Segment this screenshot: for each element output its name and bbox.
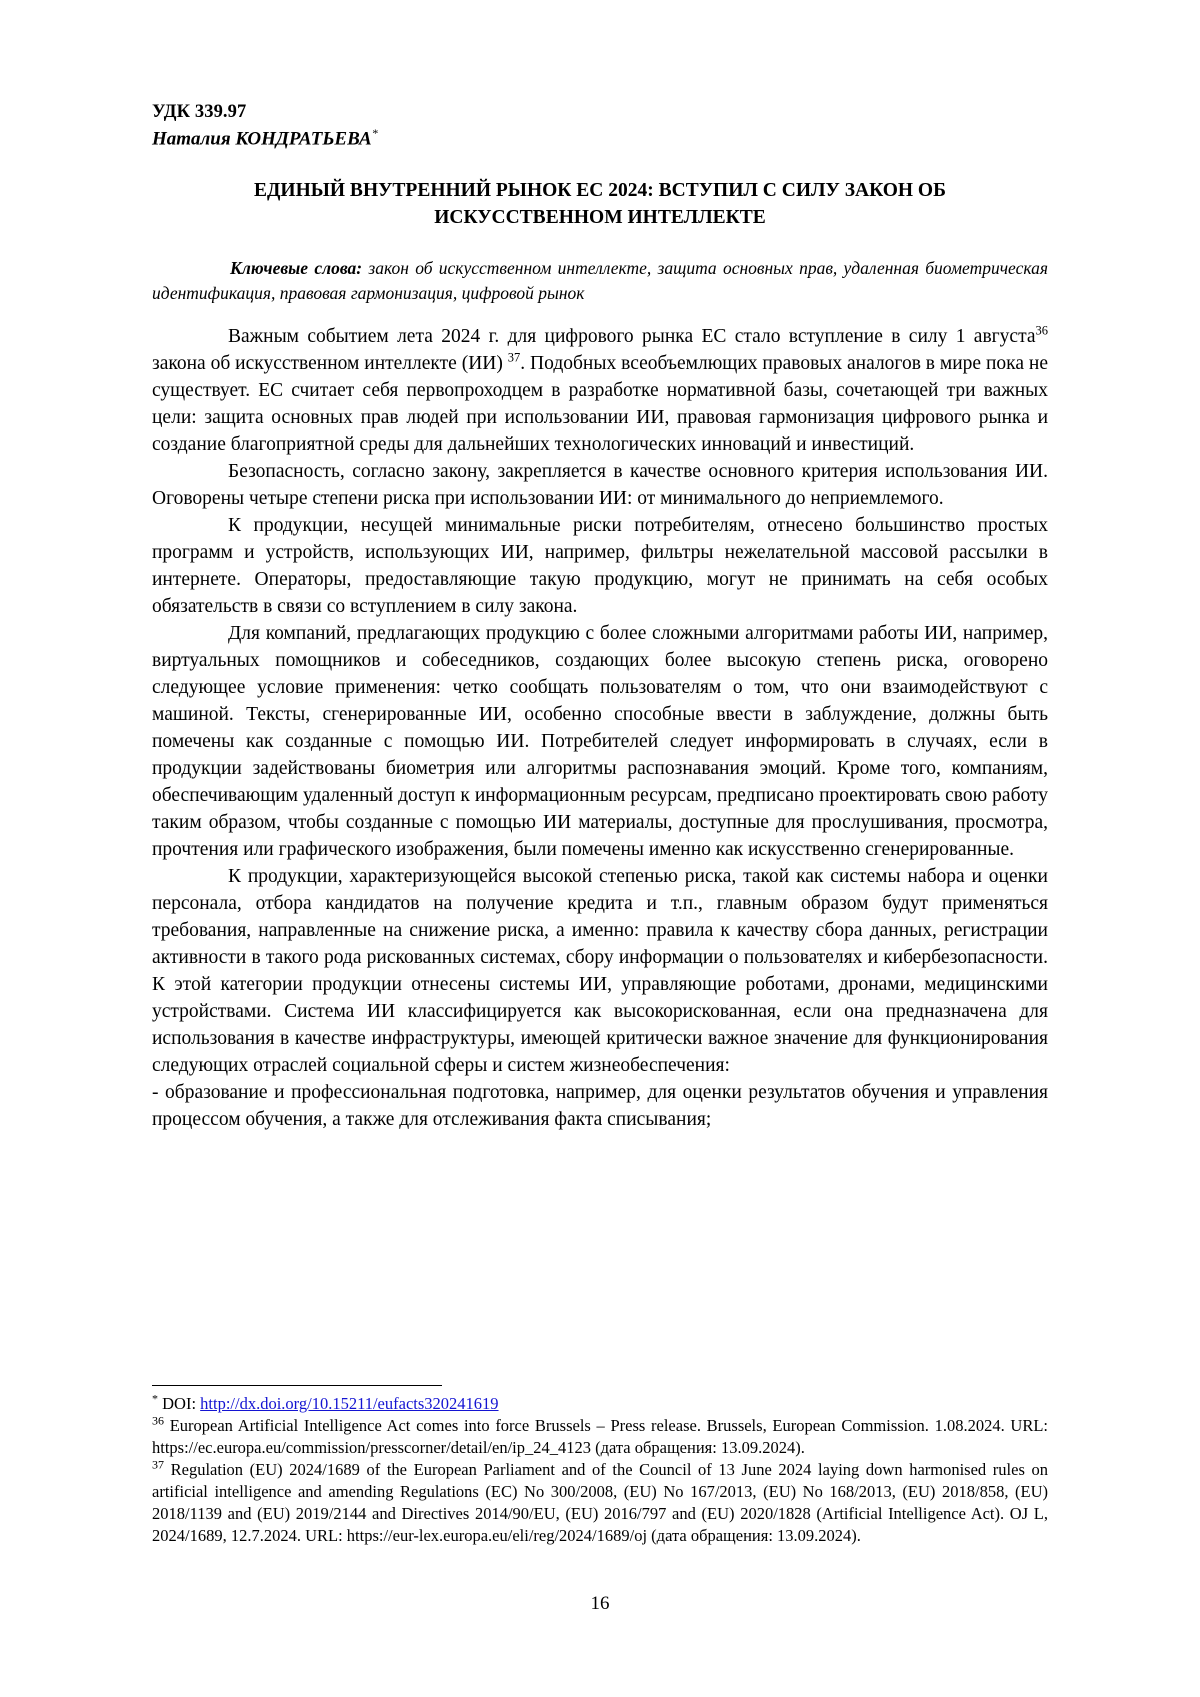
footnote-area	[152, 1385, 1048, 1547]
keywords-block	[152, 256, 1048, 306]
footnote-37-marker: 37	[152, 1457, 164, 1472]
author-name	[152, 125, 1048, 152]
udk-code: УДК 339.97	[152, 102, 247, 122]
footnote-37-text: Regulation (EU) 2024/1689 of the European Parliament and of the Council of 13 June 2024 laying down harmonised rules on artificial intelligence and amending Regulations (EC) No 300/2008, (EU) No 167/2013, (EU) No 168/2013, (EU) 2018/858, (EU) 2018/1139 and (EU) 2019/2144 and Directives 2014/90/EU, (EU) 2016/797 and (EU) 2020/1828 (Artificial Intelligence Act). OJ L, 2024/1689, 12.7.2024. URL: https://eur-lex.europa.eu/eli/reg/2024/1689/oj (дата обращения: 13.09.2024).	[152, 1459, 1048, 1545]
keywords-label: Ключевые слова:	[230, 257, 363, 278]
page-title: ЕДИНЫЙ ВНУТРЕННИЙ РЫНОК ЕС 2024: ВСТУПИЛ С СИЛУ ЗАКОН ОБ ИСКУССТВЕННОМ ИНТЕЛЛЕКТЕ	[253, 179, 946, 228]
paragraph-1	[152, 323, 1048, 458]
paragraph-1-part-1: Важным событием лета 2024 г. для цифрового рынка ЕС стало вступление в силу 1 августа	[228, 326, 1036, 348]
author-footnote-marker: *	[371, 125, 378, 140]
footnote-36	[152, 1415, 1048, 1459]
paragraph-5: К продукции, характеризующейся высокой степенью риска, такой как системы набора и оценки персонала, отбора кандидатов на получение кредита и т.п., главным образом будут применяться требования, направленные на снижение риска, а именно: правила к качеству сбора данных, регистрации активности в такого рода рискованных системах, сбору информации о пользователях и кибербезопасности. К этой категории продукции отнесены системы ИИ, управляющие роботами, дронами, медицинскими устройствами. Система ИИ классифицируется как высокорискованная, если она предназначена для использования в качестве инфраструктуры, имеющей критически важное значение для функционирования следующих отраслей социальной сферы и систем жизнеобеспечения:	[152, 866, 1048, 1077]
footnote-separator	[152, 1385, 442, 1386]
footnote-star-prefix: DOI:	[158, 1394, 201, 1413]
doi-link[interactable]: http://dx.doi.org/10.15211/eufacts320241619	[200, 1394, 499, 1413]
author-label: Наталия КОНДРАТЬЕВА	[152, 128, 372, 150]
paragraph-3: К продукции, несущей минимальные риски потребителям, отнесено большинство простых программ и устройств, использующих ИИ, например, фильтры нежелательной массовой рассылки в интернете. Операторы, предоставляющие такую продукцию, могут не принимать на себя особых обязательств в связи со вступлением в силу закона.	[152, 515, 1048, 618]
paragraph-4: Для компаний, предлагающих продукцию с более сложными алгоритмами работы ИИ, например, виртуальных помощников и собеседников, создающих более высокую степень риска, оговорено следующее условие применения: четко сообщать пользователям о том, что они взаимодействуют с машиной. Тексты, сгенерированные ИИ, особенно способные ввести в заблуждение, должны быть помечены как созданные с помощью ИИ. Потребителей следует информировать в случаях, если в продукции задействованы биометрия или алгоритмы распознавания эмоций. Кроме того, компаниям, обеспечивающим удаленный доступ к информационным ресурсам, предписано проектировать свою работу таким образом, чтобы созданные с помощью ИИ материалы, доступные для прослушивания, просмотра, прочтения или графического изображения, были помечены именно как искусственно сгенерированные.	[152, 623, 1048, 861]
footnote-37	[152, 1459, 1048, 1547]
article-body	[152, 100, 1048, 1133]
footnote-star	[152, 1393, 1048, 1415]
paragraph-1-part-3: . Подобных всеобъемлющих правовых аналогов в мире пока не существует. ЕС считает себя первопроходцем в разработке нормативной базы, сочетающей три важных цели: защита основных прав людей при использовании ИИ, правовая гармонизация цифрового рынка и создание благоприятной среды для дальнейших технологических инноваций и инвестиций.	[152, 353, 1048, 456]
footnote-ref-37: 37	[507, 350, 521, 365]
footnote-ref-36: 36	[1035, 323, 1048, 338]
footnote-36-text: European Artificial Intelligence Act comes into force Brussels – Press release. Brussels, European Commission. 1.08.2024. URL: https://ec.europa.eu/commission/presscorner/detail/en/ip_24_4123 (дата обращения: 13.09.2024).	[152, 1415, 1048, 1457]
keywords-text: закон об искусственном интеллекте, защита основных прав, удаленная биометрическая идентификация, правовая гармонизация, цифровой рынок	[152, 257, 1048, 303]
footnote-36-marker: 36	[152, 1413, 164, 1428]
paragraph-6: - образование и профессиональная подготовка, например, для оценки результатов обучения и управления процессом обучения, а также для отслеживания факта списывания;	[152, 1082, 1048, 1131]
page-number: 16	[590, 1593, 610, 1614]
paragraph-2: Безопасность, согласно закону, закрепляется в качестве основного критерия использования ИИ. Оговорены четыре степени риска при использовании ИИ: от минимального до неприемлемого.	[152, 461, 1048, 510]
footnote-star-marker: *	[152, 1391, 158, 1406]
paragraph-1-part-2: закона об искусственном интеллекте (ИИ)	[152, 353, 508, 375]
